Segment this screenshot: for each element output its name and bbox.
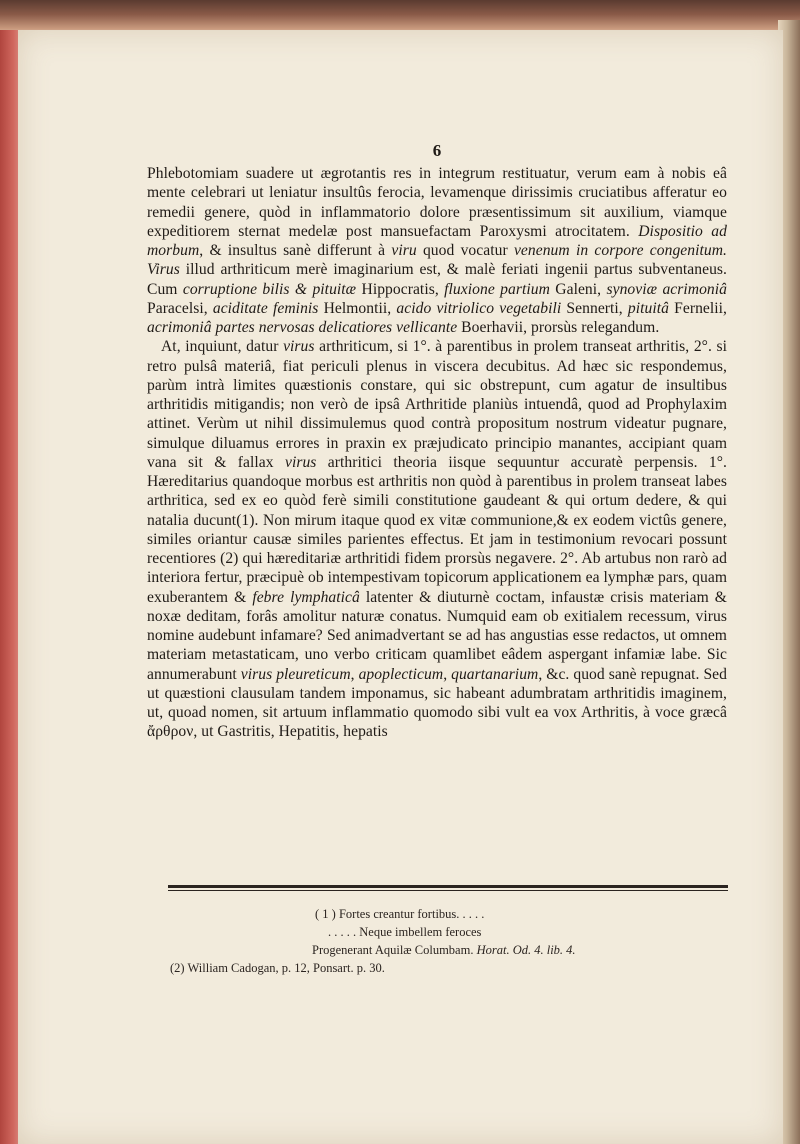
text-run: illud arthriticum merè imaginarium est, & malè feriati ingenii partus subventaneus. Cum	[147, 261, 727, 298]
italic-text-run: apoplecticum	[358, 665, 444, 683]
text-run: quod vocatur	[416, 242, 514, 259]
text-run: Boerhavii, prorsùs relegandum.	[457, 319, 660, 336]
footnote-1-quote: Progenerant Aquilæ Columbam.	[312, 943, 477, 957]
text-run: , &c. quod sanè repugnat. Sed ut quæstioni clausulam tandem imponamus, sic habeant adumbratam arthritidis imaginem, ut, quoad nomen, sit artuum inflammatio quomodo sibi vult ea vox Arthritis, à voce græcâ ἄρθρον, ut Gastritis, Hepatitis, hepatis	[147, 665, 728, 741]
footnote-separator	[168, 885, 728, 893]
italic-text-run: acido vitriolico vegetabili	[396, 299, 562, 317]
italic-text-run: pituitâ	[627, 299, 669, 317]
paragraph-1	[147, 164, 727, 337]
italic-text-run: virus	[284, 453, 317, 471]
footnote-rule-thick	[168, 885, 728, 888]
footnote-rule-thin	[168, 890, 728, 891]
text-run: Sennerti,	[561, 299, 628, 317]
page-content	[147, 140, 727, 742]
italic-text-run: virus	[283, 338, 315, 356]
page-number: 6	[432, 141, 442, 160]
footnote-2: (2) William Cadogan, p. 12, Ponsart. p. 30.	[170, 961, 385, 975]
italic-text-run: Dispositio ad morbum	[147, 222, 727, 259]
italic-text-run: Virus	[147, 261, 180, 279]
footnotes	[170, 905, 730, 977]
text-run: Paracelsi,	[147, 299, 213, 317]
text-run: Helmontii,	[318, 299, 397, 317]
text-run: Hippocratis,	[356, 280, 445, 298]
text-run: Fernelii,	[668, 299, 727, 317]
italic-text-run: fluxione partium	[444, 280, 550, 298]
footnote-1-line-3	[170, 941, 730, 959]
footnote-1-line-1: ( 1 ) Fortes creantur fortibus. . . . .	[315, 907, 485, 921]
text-run: ,	[443, 665, 452, 683]
italic-text-run: corruptione bilis & pituitæ	[182, 280, 357, 298]
italic-text-run: synoviæ acrimoniâ	[606, 280, 728, 298]
italic-text-run: acrimoniâ partes nervosas delicatiores vellicante	[147, 319, 458, 336]
text-run: ,	[350, 665, 359, 683]
italic-text-run: aciditate feminis	[212, 299, 319, 317]
italic-text-run: febre lymphaticâ	[252, 588, 360, 606]
italic-text-run: quartanarium	[451, 665, 539, 683]
text-run: arthritici theoria iisque sequuntur accuratè perpensis. 1°. Hæreditarius quandoque morbus est arthritis non quòd à parentibus in prolem transeat labes arthritica, sed ex eo quòd ferè simili constitutione gaudeant & qui ortum dedere, & qui natalia ducunt(1). Non mirum itaque quod ex vitæ communione,& ex eodem victûs genere, similes oriantur causæ similes parientes effectus. Et jam in testimonium revocari possunt recentiores (2) qui hæreditariæ arthritidi fidem prorsùs negavere. 2°. Ab artubus non rarò ad interiora fertur, præcipuè ob intempestivam topicorum applicationem ea lymphæ pars, quam exuberantem &	[147, 453, 728, 606]
italic-text-run: viru	[391, 242, 417, 259]
footnote-1-line-2: . . . . . Neque imbellem feroces	[328, 925, 482, 939]
text-run: arthriticum, si 1°. à parentibus in prolem transeat arthritis, 2°. si retro pulsâ materiâ, fiat periculi plenus in viscera decubitus. Ad hæc sic respondemus, parùm intrà limites quæstionis constare, qui sic obstrepunt, cum agatur de insultibus arthritidis mitigandis; non verò de ipsâ Arthritide planiùs intuendâ, quod ad Prophylaxim attinet. Verùm ut nihil dissimulemus quod contrà propositum nostrum videatur pugnare, simulque diluamus errores in praxin ex præjudicato principio manantes, accipiant quam vana sit & fallax	[147, 338, 727, 471]
paragraph-2	[147, 337, 727, 741]
italic-text-run: virus pleureticum	[240, 665, 351, 683]
text-run: At, inquiunt, datur	[161, 338, 284, 356]
text-run: Phlebotomiam suadere ut ægrotantis res in integrum restituatur, verum eam à nobis eâ mente celebrari ut leniatur insultûs ferocia, levamenque dirissimis cruciatibus afferatur eo remedii genere, quòd in inflammatorio dolore præsentissimum sit auxilium, viamque expeditiorem sternat medelæ post mansuefactam Paroxysmi atrocitatem.	[147, 165, 727, 240]
text-run: , & insultus sanè differunt à	[199, 242, 392, 259]
italic-text-run: venenum in corpore congenitum.	[513, 242, 727, 259]
footnote-1-reference: Horat. Od. 4. lib. 4.	[476, 943, 576, 957]
text-run: latenter & diuturnè coctam, infaustæ crisis materiam & noxæ deditam, forâs amolitur naturæ conatus. Numquid eam ob exitialem recessum, virus nomine audebunt infamare? Sed animadvertant se ad has angustias esse redactos, ut omnem materiam metastaticam, uno verbo criticam quamlibet eâdem aspergant infamiæ labe. Sic annumerabunt	[147, 588, 727, 683]
text-run: Galeni,	[549, 280, 607, 298]
